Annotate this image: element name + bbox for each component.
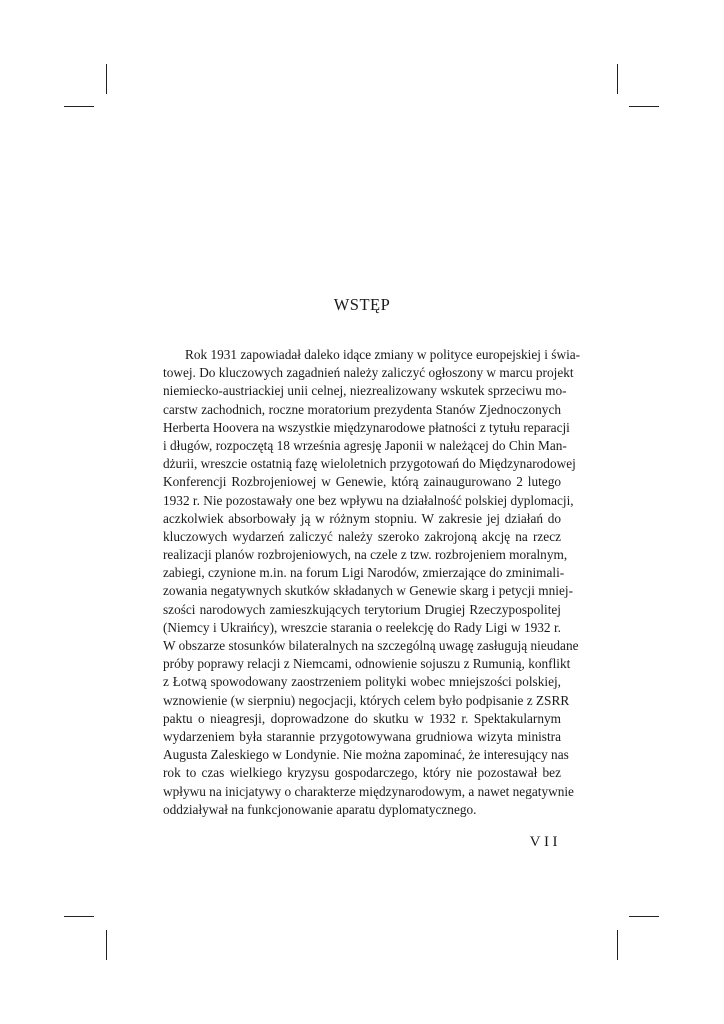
crop-mark-top-left-vertical: [106, 64, 107, 94]
page-number: VII: [529, 834, 561, 850]
crop-mark-bottom-left-horizontal: [64, 916, 94, 917]
paragraph-line: próby poprawy relacji z Niemcami, odnowienie sojuszu z Rumunią, konflikt: [163, 656, 571, 672]
paragraph-line: oddziaływał na funkcjonowanie aparatu dyplomatycznego.: [163, 801, 477, 817]
paragraph-line: carstw zachodnich, roczne moratorium prezydenta Stanów Zjednoczonych: [163, 401, 561, 417]
paragraph-line: dżurii, wreszcie ostatnią fazę wieloletnich przygotowań do Międzynarodowej: [163, 456, 576, 472]
paragraph-line: zabiegi, czynione m.in. na forum Ligi Narodów, zmierzające do zminimali-: [163, 565, 565, 581]
paragraph-line: kluczowych wydarzeń zaliczyć należy szeroko zakrojoną akcję na rzecz: [163, 528, 561, 544]
paragraph-line: paktu o nieagresji, doprowadzone do skutku w 1932 r. Spektakularnym: [163, 710, 561, 726]
paragraph-line: szości narodowych zamieszkujących terytorium Drugiej Rzeczypospolitej: [163, 601, 561, 617]
paragraph-line: wznowienie (w sierpniu) negocjacji, których celem było podpisanie z ZSRR: [163, 692, 570, 708]
paragraph-line: towej. Do kluczowych zagadnień należy zaliczyć ogłoszony w marcu projekt: [163, 365, 574, 381]
crop-mark-bottom-right-vertical: [617, 930, 618, 960]
paragraph-line: (Niemcy i Ukraińcy), wreszcie starania o reelekcję do Rady Ligi w 1932 r.: [163, 619, 561, 635]
paragraph-line: i długów, rozpoczętą 18 września agresję Japonii w należącej do Chin Man-: [163, 437, 567, 453]
paragraph-line: wydarzeniem była starannie przygotowywana grudniowa wizyta ministra: [163, 728, 561, 744]
paragraph-line: 1932 r. Nie pozostawały one bez wpływu na działalność polskiej dyplomacji,: [163, 492, 574, 508]
paragraph-line: Herberta Hoovera na wszystkie międzynarodowe płatności z tytułu reparacji: [163, 419, 570, 435]
crop-mark-top-left-horizontal: [64, 106, 94, 107]
paragraph-line: rok to czas wielkiego kryzysu gospodarczego, który nie pozostawał bez: [163, 765, 561, 781]
paragraph-line: z Łotwą spowodowany zaostrzeniem polityki wobec mniejszości polskiej,: [163, 674, 561, 690]
page-title: WSTĘP: [333, 295, 391, 314]
paragraph-line: realizacji planów rozbrojeniowych, na czele z tzw. rozbrojeniem moralnym,: [163, 547, 568, 563]
paragraph-line: Augusta Zaleskiego w Londynie. Nie można zapominać, że interesujący nas: [163, 747, 569, 763]
paragraph-line: zowania negatywnych skutków składanych w Genewie skarg i petycji mniej-: [163, 583, 573, 599]
paragraph-line: Rok 1931 zapowiadał daleko idące zmiany w polityce europejskiej i świa-: [185, 347, 581, 362]
paragraph-line: wpływu na inicjatywy o charakterze międzynarodowym, a nawet negatywnie: [163, 783, 574, 799]
paragraph-line: W obszarze stosunków bilateralnych na szczególną uwagę zasługują nieudane: [163, 638, 579, 653]
crop-mark-top-right-horizontal: [629, 106, 659, 107]
paragraph-line: aczkolwiek absorbowały ją w różnym stopniu. W zakresie jej działań do: [163, 510, 561, 526]
crop-mark-top-right-vertical: [617, 64, 618, 94]
crop-mark-bottom-right-horizontal: [629, 916, 659, 917]
paragraph-line: Konferencji Rozbrojeniowej w Genewie, którą zainaugurowano 2 lutego: [163, 474, 561, 490]
body-paragraph: [163, 346, 581, 819]
crop-mark-bottom-left-vertical: [106, 930, 107, 960]
paragraph-line: niemiecko-austriackiej unii celnej, niezrealizowany wskutek sprzeciwu mo-: [163, 383, 567, 399]
